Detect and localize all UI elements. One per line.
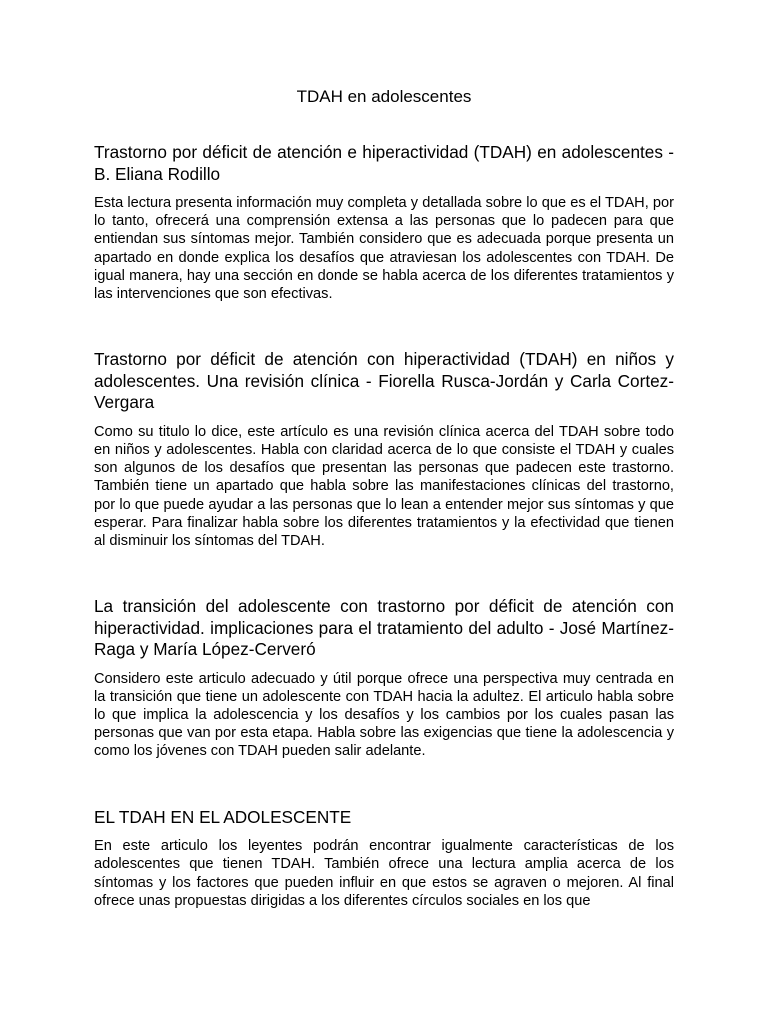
section-body: Esta lectura presenta información muy completa y detallada sobre lo que es el TDAH, por lo tanto, ofrecerá una comprensión extensa a las personas que lo padecen para que entiendan sus síntomas mejor. También considero que es adecuada porque presenta un apartado en donde explica los desafíos que atraviesan los adolescentes con TDAH. De igual manera, hay una sección en donde se habla acerca de los diferentes tratamientos y las intervenciones que son efectivas.: [94, 195, 674, 303]
section-2: [94, 349, 674, 550]
section-4: [94, 807, 674, 910]
section-3: [94, 596, 674, 761]
section-body: En este articulo los leyentes podrán encontrar igualmente características de los adolescentes que tienen TDAH. También ofrece una lectura amplia acerca de los síntomas y los factores que pueden influir en que estos se agraven o mejoren. Al final ofrece unas propuestas dirigidas a los diferentes círculos sociales en los que: [94, 838, 674, 909]
section-heading: Trastorno por déficit de atención e hiperactividad (TDAH) en adolescentes -B. Eliana Rodillo: [94, 142, 674, 184]
section-heading: La transición del adolescente con trastorno por déficit de atención con hiperactividad. implicaciones para el tratamiento del adulto - José Martínez-Raga y María López-Cerveró: [94, 596, 674, 660]
section-heading: EL TDAH EN EL ADOLESCENTE: [94, 806, 352, 827]
section-heading: Trastorno por déficit de atención con hiperactividad (TDAH) en niños y adolescentes. Una revisión clínica - Fiorella Rusca-Jordán y Carla Cortez-Vergara: [94, 349, 674, 413]
section-body: Como su titulo lo dice, este artículo es una revisión clínica acerca del TDAH sobre todo en niños y adolescentes. Habla con claridad acerca de lo que consiste el TDAH y cuales son algunos de los desafíos que presentan las personas que padecen este trastorno. También tiene un apartado que habla sobre las manifestaciones clínicas del trastorno, por lo que puede ayudar a las personas que lo lean a entender mejor sus síntomas y que esperar. Para finalizar habla sobre los diferentes tratamientos y la efectividad que tienen al disminuir los síntomas del TDAH.: [94, 423, 674, 549]
section-body: Considero este articulo adecuado y útil porque ofrece una perspectiva muy centrada en la transición que tiene un adolescente con TDAH hacia la adultez. El articulo habla sobre lo que implica la adolescencia y los desafíos y los cambios por los cuales pasan las personas que van por esta etapa. Habla sobre las exigencias que tiene la adolescencia y como los jóvenes con TDAH pueden salir adelante.: [94, 670, 674, 760]
document-title: TDAH en adolescentes: [296, 87, 472, 106]
section-1: [94, 142, 674, 303]
